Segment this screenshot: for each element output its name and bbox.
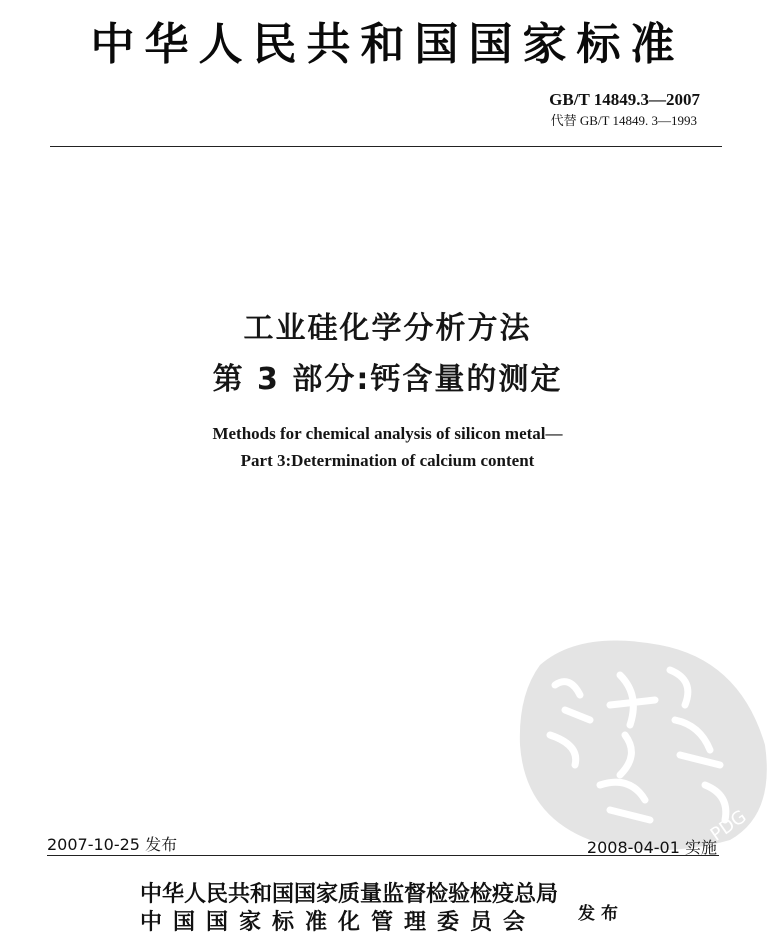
issue-action-label: 发布 (578, 904, 624, 924)
standard-number: GB/T 14849.3—2007 (549, 90, 700, 109)
issuer-line-2: 中国国家标准化管理委员会 (140, 909, 537, 935)
chinese-title-line-1: 工业硅化学分析方法 (243, 311, 532, 346)
issue-date: 2007-10-25 发布 (47, 835, 178, 854)
issuer-line-1: 中华人民共和国国家质量监督检验检疫总局 (140, 881, 559, 907)
watermark-text: PDG (706, 806, 751, 846)
footer-divider (47, 855, 719, 856)
replaced-standard: 代替 GB/T 14849. 3—1993 (550, 113, 697, 128)
implementation-date: 2008-04-01 实施 (586, 838, 717, 857)
english-title-line-1: Methods for chemical analysis of silicon metal— (212, 424, 563, 443)
english-title-line-2: Part 3:Determination of calcium content (240, 451, 535, 470)
standard-header-title: 中华人民共和国国家标准 (90, 19, 685, 70)
watermark-seal (510, 625, 775, 855)
header-divider (50, 146, 722, 147)
chinese-title-line-2: 第 3 部分:钙含量的测定 (212, 362, 563, 397)
